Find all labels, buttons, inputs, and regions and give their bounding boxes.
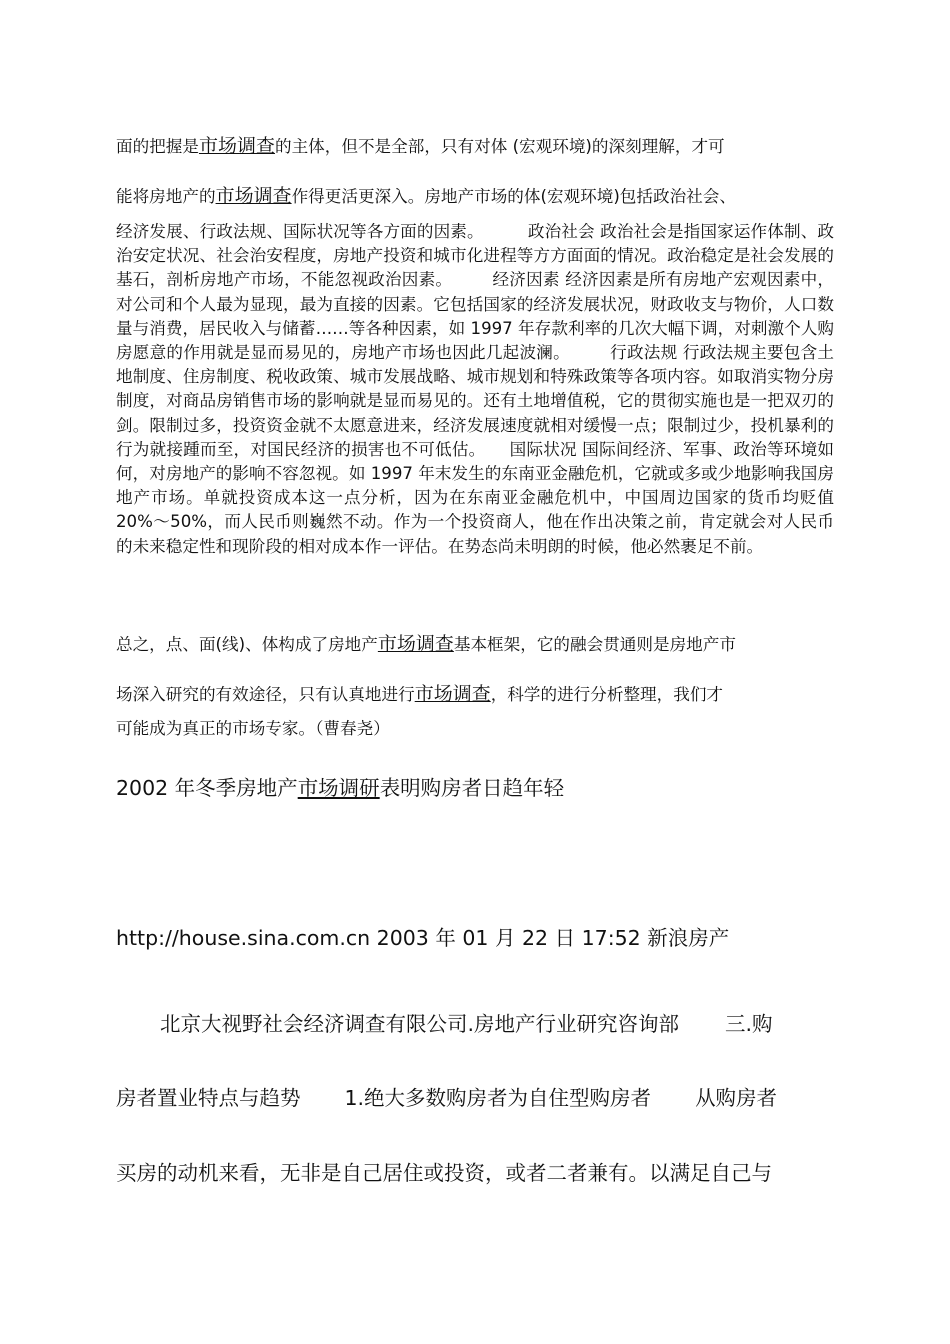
body-run: 1.绝大多数购房者为自住型购房者 bbox=[344, 1086, 652, 1110]
body-run: 从购房者 bbox=[695, 1086, 778, 1110]
politics-factor-text: 政治社会 政治社会是指国家运作体制、政治安定状况、社会治安程度，房地产投资和城市化进程等方方面面的情况。政治稳定是社会发展的基石，剖析房地产市场，不能忽视政治因素。 bbox=[116, 222, 834, 290]
article-body-line-2 bbox=[116, 1085, 777, 1111]
macro-factors-paragraph bbox=[116, 220, 834, 559]
text-run: 的主体，但不是全部，只有对体 (宏观环境)的深刻理解，才可 bbox=[274, 137, 725, 156]
regulation-factor-text: 行政法规 行政法规主要包含土地制度、住房制度、税收政策、城市发展战略、城市规划和特殊政策等各项内容。如取消实物分房制度，对商品房销售市场的影响就是显而易见的。还有土地增值税，它的贯彻实施也是一把双刃的剑。限制过多，投资资金就不太愿意进来，经济发展速度就相对缓慢一点；限制过少，投机暴利的行为就接踵而至，对国民经济的损害也不可低估。 bbox=[116, 343, 834, 459]
text-line-1 bbox=[116, 135, 836, 158]
text-run: 场深入研究的有效途径，只有认真地进行 bbox=[116, 685, 415, 704]
text-line-2 bbox=[116, 185, 836, 208]
body-run: 房者置业特点与趋势 bbox=[116, 1086, 301, 1110]
market-survey-link[interactable]: 市场调查 bbox=[377, 633, 454, 655]
text-line-3 bbox=[116, 633, 836, 656]
text-run: 作得更活更深入。房地产市场的体(宏观环境)包括政治社会、 bbox=[291, 187, 736, 206]
text-run: 面的把握是 bbox=[116, 137, 199, 156]
article-source: http://house.sina.com.cn 2003 年 01 月 22 日 17:52 新浪房产 bbox=[116, 926, 730, 950]
market-research-link[interactable]: 市场调研 bbox=[297, 776, 380, 800]
market-survey-link[interactable]: 市场调查 bbox=[198, 135, 275, 157]
title-run: 2002 年冬季房地产 bbox=[116, 776, 298, 800]
factors-intro: 经济发展、行政法规、国际状况等各方面的因素。 bbox=[116, 222, 484, 241]
text-run: 总之，点、面(线)、体构成了房地产 bbox=[116, 635, 378, 654]
article-body-line-1 bbox=[116, 1011, 773, 1037]
market-survey-link[interactable]: 市场调查 bbox=[414, 683, 491, 705]
text-line-5: 可能成为真正的市场专家。（曹春尧） bbox=[116, 719, 390, 738]
body-run: 北京大视野社会经济调查有限公司.房地产行业研究咨询部 bbox=[160, 1012, 680, 1036]
market-survey-link[interactable]: 市场调查 bbox=[215, 185, 292, 207]
text-run: 基本框架，它的融会贯通则是房地产市 bbox=[453, 635, 736, 654]
text-run: 能将房地产的 bbox=[116, 187, 216, 206]
economy-factor-text: 经济因素 经济因素是所有房地产宏观因素中，对公司和个人最为显现，最为直接的因素。它包括国家的经济发展状况，财政收支与物价，人口数量与消费，居民收入与储蓄……等各种因素，如 1997 年存款利率的几次大幅下调，对刺激个人购房愿意的作用就是显而易见的，房地产市场也因此几起波澜。 bbox=[116, 270, 834, 363]
title-run: 表明购房者日趋年轻 bbox=[379, 776, 565, 800]
article-title bbox=[116, 775, 564, 801]
text-run: ，科学的进行分析整理，我们才 bbox=[490, 685, 724, 704]
body-run: 三.购 bbox=[725, 1012, 773, 1036]
text-line-4 bbox=[116, 683, 836, 706]
international-factor-text: 国际状况 国际间经济、军事、政治等环境如何，对房地产的影响不容忽视。如 1997 年末发生的东南亚金融危机，它就或多或少地影响我国房地产市场。单就投资成本这一点分析，因为在东南亚金融危机中，中国周边国家的货币均贬值 20%～50%，而人民币则巍然不动。作为一个投资商人，他在作出决策之前，肯定就会对人民币的未来稳定性和现阶段的相对成本作一评估。在势态尚未明朗的时候，他必然裹足不前。 bbox=[116, 439, 834, 556]
article-body-line-3: 买房的动机来看，无非是自己居住或投资，或者二者兼有。以满足自己与 bbox=[116, 1161, 772, 1185]
